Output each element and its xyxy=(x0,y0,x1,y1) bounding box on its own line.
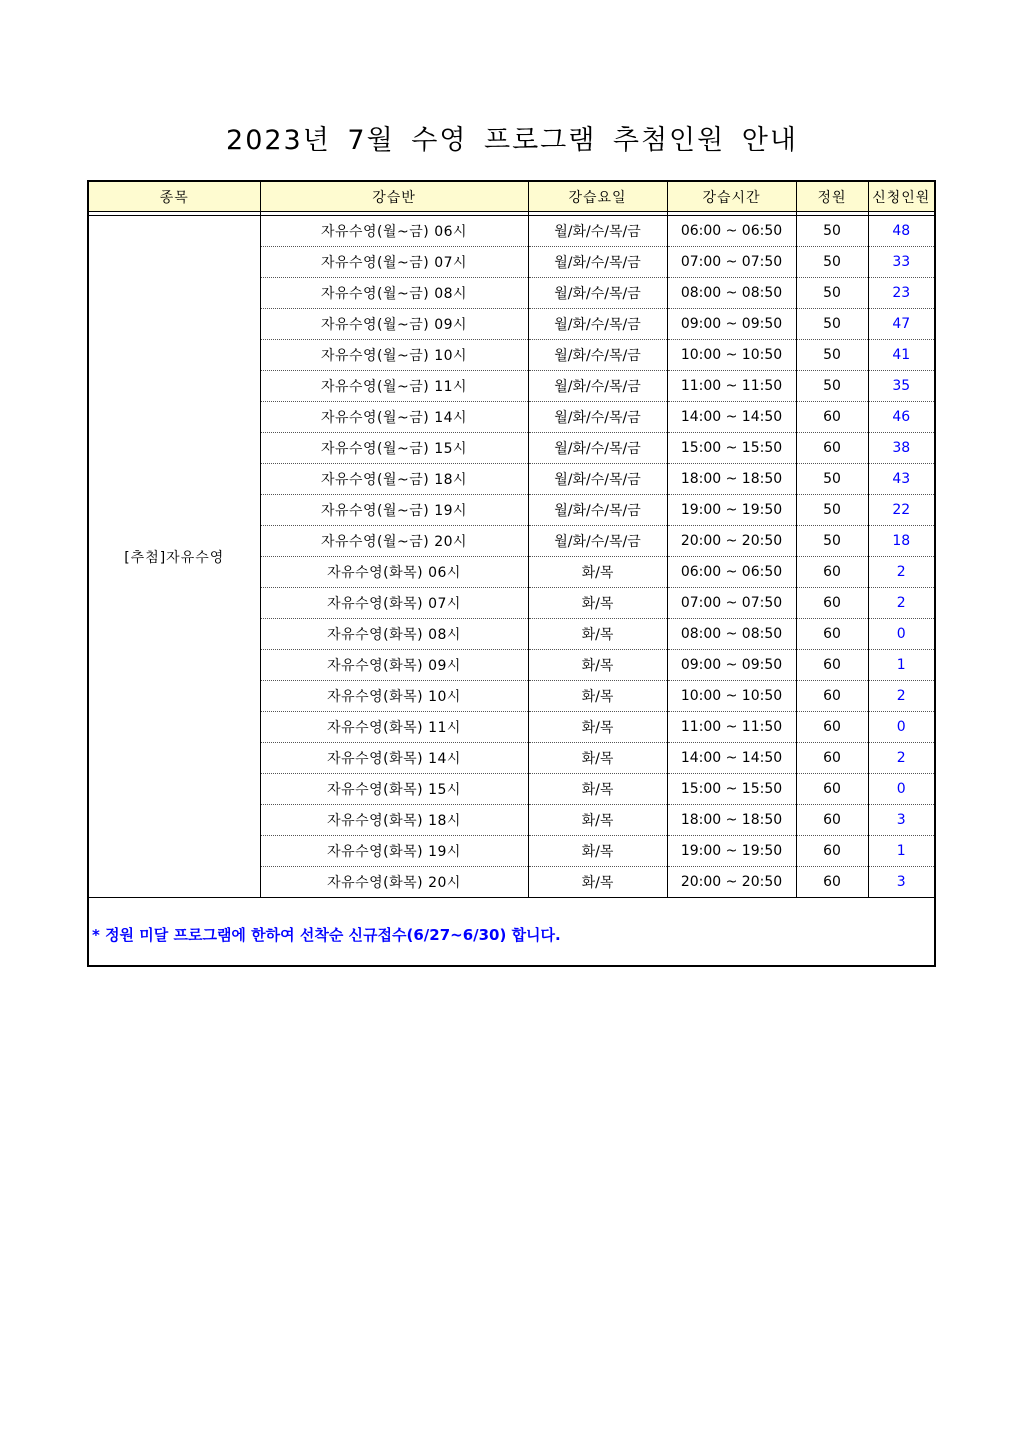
time-cell: 09:00 ~ 09:50 xyxy=(667,650,796,681)
class-cell: 자유수영(월~금) 14시 xyxy=(260,402,528,433)
header-row xyxy=(89,182,934,212)
applicants-cell: 41 xyxy=(868,340,934,371)
class-cell: 자유수영(화목) 11시 xyxy=(260,712,528,743)
applicants-cell: 22 xyxy=(868,495,934,526)
time-cell: 19:00 ~ 19:50 xyxy=(667,836,796,867)
time-cell: 09:00 ~ 09:50 xyxy=(667,309,796,340)
category-cell: [추첨]자유수영 xyxy=(89,216,260,898)
applicants-cell: 3 xyxy=(868,867,934,898)
days-cell: 화/목 xyxy=(528,588,667,619)
notice-text: * 정원 미달 프로그램에 한하여 선착순 신규접수(6/27~6/30) 합니다. xyxy=(92,926,561,944)
header-applicants: 신청인원 xyxy=(868,182,934,212)
capacity-cell: 50 xyxy=(796,278,868,309)
days-cell: 화/목 xyxy=(528,557,667,588)
class-cell: 자유수영(화목) 08시 xyxy=(260,619,528,650)
days-cell: 월/화/수/목/금 xyxy=(528,371,667,402)
applicants-cell: 47 xyxy=(868,309,934,340)
capacity-cell: 50 xyxy=(796,526,868,557)
time-cell: 08:00 ~ 08:50 xyxy=(667,619,796,650)
class-cell: 자유수영(월~금) 15시 xyxy=(260,433,528,464)
capacity-cell: 60 xyxy=(796,650,868,681)
days-cell: 월/화/수/목/금 xyxy=(528,526,667,557)
capacity-cell: 50 xyxy=(796,495,868,526)
capacity-cell: 60 xyxy=(796,836,868,867)
days-cell: 월/화/수/목/금 xyxy=(528,433,667,464)
days-cell: 화/목 xyxy=(528,867,667,898)
header-time: 강습시간 xyxy=(667,182,796,212)
applicants-cell: 2 xyxy=(868,743,934,774)
days-cell: 월/화/수/목/금 xyxy=(528,495,667,526)
time-cell: 08:00 ~ 08:50 xyxy=(667,278,796,309)
applicants-cell: 48 xyxy=(868,216,934,247)
table-row xyxy=(89,216,934,247)
class-cell: 자유수영(월~금) 06시 xyxy=(260,216,528,247)
header-category: 종목 xyxy=(89,182,260,212)
time-cell: 20:00 ~ 20:50 xyxy=(667,526,796,557)
time-cell: 07:00 ~ 07:50 xyxy=(667,588,796,619)
days-cell: 월/화/수/목/금 xyxy=(528,402,667,433)
class-cell: 자유수영(화목) 10시 xyxy=(260,681,528,712)
applicants-cell: 2 xyxy=(868,557,934,588)
capacity-cell: 50 xyxy=(796,464,868,495)
capacity-cell: 60 xyxy=(796,867,868,898)
time-cell: 14:00 ~ 14:50 xyxy=(667,743,796,774)
days-cell: 화/목 xyxy=(528,619,667,650)
class-cell: 자유수영(화목) 14시 xyxy=(260,743,528,774)
capacity-cell: 60 xyxy=(796,588,868,619)
applicants-cell: 2 xyxy=(868,588,934,619)
class-cell: 자유수영(화목) 09시 xyxy=(260,650,528,681)
time-cell: 15:00 ~ 15:50 xyxy=(667,433,796,464)
time-cell: 18:00 ~ 18:50 xyxy=(667,805,796,836)
time-cell: 11:00 ~ 11:50 xyxy=(667,371,796,402)
time-cell: 10:00 ~ 10:50 xyxy=(667,681,796,712)
class-cell: 자유수영(화목) 07시 xyxy=(260,588,528,619)
capacity-cell: 60 xyxy=(796,743,868,774)
applicants-cell: 0 xyxy=(868,774,934,805)
capacity-cell: 50 xyxy=(796,309,868,340)
time-cell: 19:00 ~ 19:50 xyxy=(667,495,796,526)
page-title: 2023년 7월 수영 프로그램 추첨인원 안내 xyxy=(226,125,798,156)
days-cell: 월/화/수/목/금 xyxy=(528,340,667,371)
table-body xyxy=(89,216,934,898)
time-cell: 14:00 ~ 14:50 xyxy=(667,402,796,433)
class-cell: 자유수영(화목) 15시 xyxy=(260,774,528,805)
class-cell: 자유수영(월~금) 07시 xyxy=(260,247,528,278)
schedule-sheet xyxy=(87,180,936,967)
days-cell: 화/목 xyxy=(528,681,667,712)
days-cell: 화/목 xyxy=(528,743,667,774)
class-cell: 자유수영(화목) 06시 xyxy=(260,557,528,588)
capacity-cell: 60 xyxy=(796,712,868,743)
applicants-cell: 2 xyxy=(868,681,934,712)
class-cell: 자유수영(화목) 18시 xyxy=(260,805,528,836)
days-cell: 화/목 xyxy=(528,712,667,743)
capacity-cell: 50 xyxy=(796,340,868,371)
days-cell: 월/화/수/목/금 xyxy=(528,309,667,340)
applicants-cell: 23 xyxy=(868,278,934,309)
applicants-cell: 46 xyxy=(868,402,934,433)
header-capacity: 정원 xyxy=(796,182,868,212)
schedule-table xyxy=(89,182,934,898)
time-cell: 10:00 ~ 10:50 xyxy=(667,340,796,371)
time-cell: 15:00 ~ 15:50 xyxy=(667,774,796,805)
class-cell: 자유수영(월~금) 19시 xyxy=(260,495,528,526)
class-cell: 자유수영(월~금) 20시 xyxy=(260,526,528,557)
capacity-cell: 60 xyxy=(796,774,868,805)
days-cell: 화/목 xyxy=(528,805,667,836)
class-cell: 자유수영(월~금) 09시 xyxy=(260,309,528,340)
class-cell: 자유수영(월~금) 11시 xyxy=(260,371,528,402)
capacity-cell: 50 xyxy=(796,216,868,247)
time-cell: 20:00 ~ 20:50 xyxy=(667,867,796,898)
applicants-cell: 3 xyxy=(868,805,934,836)
time-cell: 18:00 ~ 18:50 xyxy=(667,464,796,495)
applicants-cell: 0 xyxy=(868,619,934,650)
header-class: 강습반 xyxy=(260,182,528,212)
class-cell: 자유수영(월~금) 08시 xyxy=(260,278,528,309)
header-days: 강습요일 xyxy=(528,182,667,212)
capacity-cell: 50 xyxy=(796,247,868,278)
days-cell: 월/화/수/목/금 xyxy=(528,278,667,309)
days-cell: 월/화/수/목/금 xyxy=(528,247,667,278)
applicants-cell: 43 xyxy=(868,464,934,495)
class-cell: 자유수영(월~금) 10시 xyxy=(260,340,528,371)
capacity-cell: 60 xyxy=(796,619,868,650)
days-cell: 화/목 xyxy=(528,774,667,805)
time-cell: 07:00 ~ 07:50 xyxy=(667,247,796,278)
applicants-cell: 1 xyxy=(868,650,934,681)
time-cell: 11:00 ~ 11:50 xyxy=(667,712,796,743)
days-cell: 월/화/수/목/금 xyxy=(528,216,667,247)
time-cell: 06:00 ~ 06:50 xyxy=(667,557,796,588)
time-cell: 06:00 ~ 06:50 xyxy=(667,216,796,247)
applicants-cell: 38 xyxy=(868,433,934,464)
applicants-cell: 35 xyxy=(868,371,934,402)
class-cell: 자유수영(화목) 20시 xyxy=(260,867,528,898)
capacity-cell: 60 xyxy=(796,557,868,588)
applicants-cell: 33 xyxy=(868,247,934,278)
days-cell: 월/화/수/목/금 xyxy=(528,464,667,495)
capacity-cell: 60 xyxy=(796,681,868,712)
applicants-cell: 1 xyxy=(868,836,934,867)
days-cell: 화/목 xyxy=(528,836,667,867)
class-cell: 자유수영(월~금) 18시 xyxy=(260,464,528,495)
class-cell: 자유수영(화목) 19시 xyxy=(260,836,528,867)
applicants-cell: 0 xyxy=(868,712,934,743)
capacity-cell: 60 xyxy=(796,402,868,433)
capacity-cell: 60 xyxy=(796,433,868,464)
applicants-cell: 18 xyxy=(868,526,934,557)
capacity-cell: 50 xyxy=(796,371,868,402)
capacity-cell: 60 xyxy=(796,805,868,836)
days-cell: 화/목 xyxy=(528,650,667,681)
